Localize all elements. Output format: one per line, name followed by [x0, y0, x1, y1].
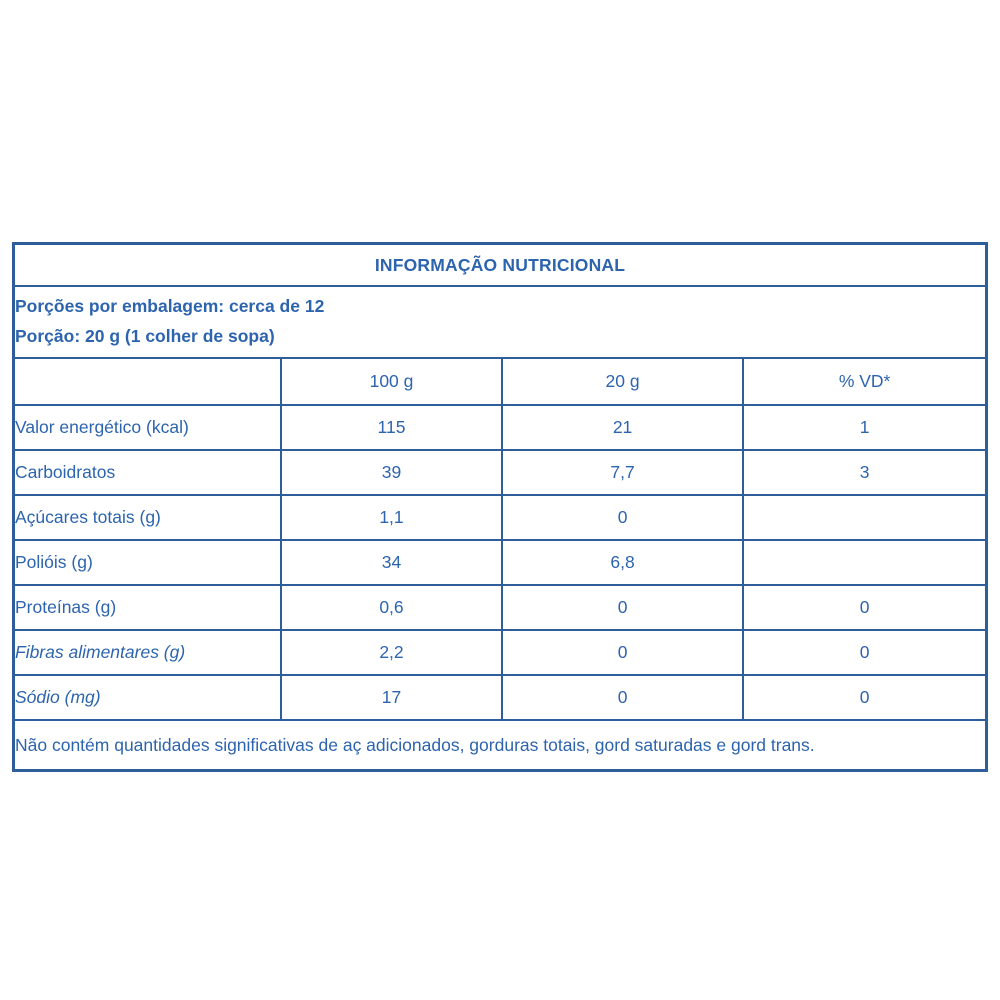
value-20g: 7,7: [502, 450, 743, 495]
servings-info: [14, 286, 987, 358]
value-20g: 0: [502, 675, 743, 720]
table-row: [14, 630, 987, 675]
value-percent-dv: 0: [743, 585, 986, 630]
column-header-nutrient: [14, 358, 282, 405]
value-20g: 0: [502, 630, 743, 675]
value-percent-dv: [743, 495, 986, 540]
value-percent-dv: 0: [743, 630, 986, 675]
nutrition-table: [12, 242, 988, 772]
value-100g: 0,6: [281, 585, 502, 630]
row-label: Proteínas (g): [14, 585, 282, 630]
row-label: Polióis (g): [14, 540, 282, 585]
value-100g: 2,2: [281, 630, 502, 675]
value-100g: 115: [281, 405, 502, 450]
value-100g: 39: [281, 450, 502, 495]
nutrition-table-container: [12, 242, 988, 772]
table-row: [14, 405, 987, 450]
row-label: Carboidratos: [14, 450, 282, 495]
value-100g: 1,1: [281, 495, 502, 540]
table-row: [14, 540, 987, 585]
row-label: Valor energético (kcal): [14, 405, 282, 450]
table-row: [14, 495, 987, 540]
serving-size: Porção: 20 g (1 colher de sopa): [15, 326, 275, 346]
row-label: Açúcares totais (g): [14, 495, 282, 540]
column-header-100g: 100 g: [281, 358, 502, 405]
value-20g: 0: [502, 495, 743, 540]
value-20g: 0: [502, 585, 743, 630]
table-row: [14, 585, 987, 630]
value-percent-dv: 1: [743, 405, 986, 450]
row-label: Sódio (mg): [14, 675, 282, 720]
column-header-percent-dv: % VD*: [743, 358, 986, 405]
table-row: [14, 675, 987, 720]
table-title: INFORMAÇÃO NUTRICIONAL: [14, 244, 987, 287]
value-percent-dv: 0: [743, 675, 986, 720]
footnote-text: Não contém quantidades significativas de aç adicionados, gorduras totais, gord saturadas e gord trans.: [14, 720, 987, 771]
footnote-row: [14, 720, 987, 771]
row-label: Fibras alimentares (g): [14, 630, 282, 675]
servings-row: [14, 286, 987, 358]
value-percent-dv: [743, 540, 986, 585]
column-header-20g: 20 g: [502, 358, 743, 405]
value-100g: 34: [281, 540, 502, 585]
table-row: [14, 450, 987, 495]
value-20g: 6,8: [502, 540, 743, 585]
value-percent-dv: 3: [743, 450, 986, 495]
column-header-row: [14, 358, 987, 405]
value-100g: 17: [281, 675, 502, 720]
title-row: [14, 244, 987, 287]
servings-per-package: Porções por embalagem: cerca de 12: [15, 296, 325, 317]
value-20g: 21: [502, 405, 743, 450]
